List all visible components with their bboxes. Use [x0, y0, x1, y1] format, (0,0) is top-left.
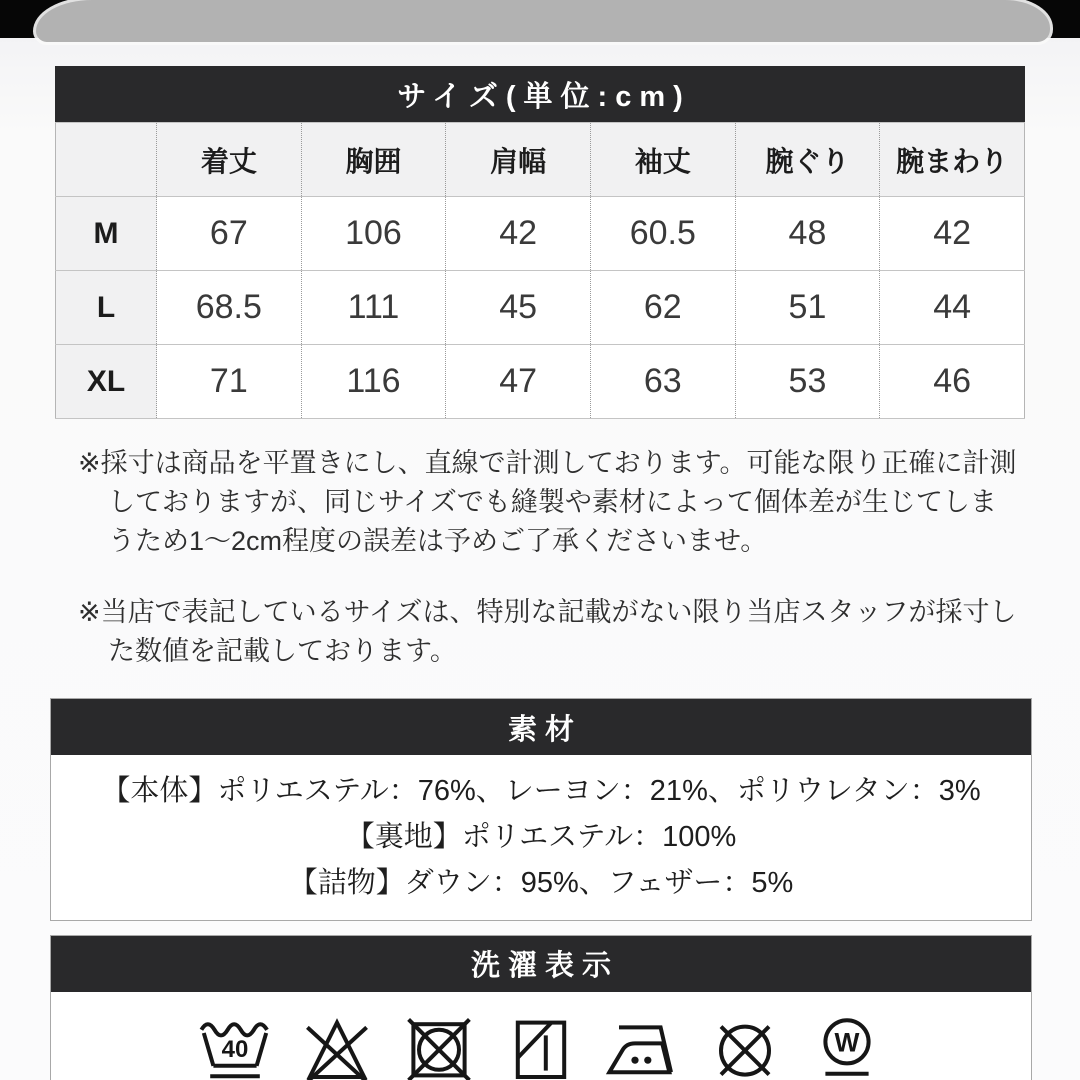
- size-value: 71: [157, 345, 302, 419]
- column-header: 着丈: [157, 123, 302, 197]
- material-title-bar: [51, 699, 1031, 755]
- line-dry-in-shade-icon: [501, 1008, 581, 1080]
- svg-text:W: W: [834, 1026, 860, 1057]
- size-row-l: [56, 271, 1025, 345]
- measurement-method-note: ※採寸は商品を平置きにし、直線で計測しております。可能な限り正確に計測しておりますが、同じサイズでも縫製や素材によって個体差が生じてしまうため1〜2cm程度の誤差は予めご了承くださいませ。: [78, 448, 1017, 556]
- size-table: [55, 122, 1025, 419]
- size-value: 46: [880, 345, 1025, 419]
- size-value: 111: [301, 271, 446, 345]
- care-title-bar: [51, 936, 1031, 992]
- column-header: 胸囲: [301, 123, 446, 197]
- no-tumble-dry-icon: [399, 1008, 479, 1080]
- size-value: 60.5: [590, 197, 735, 271]
- wet-clean-very-gentle-icon: [807, 1008, 887, 1080]
- wash-40-very-gentle-icon: [195, 1008, 275, 1080]
- care-title: 洗濯表示: [470, 950, 619, 983]
- size-value: 63: [590, 345, 735, 419]
- size-section-title: サイズ(単位:cm): [397, 80, 691, 113]
- size-label: L: [56, 271, 157, 345]
- care-icons-row: [51, 992, 1031, 1080]
- care-section: [50, 935, 1032, 1080]
- material-line: 【裏地】ポリエステル：100%: [345, 821, 737, 854]
- previous-section-edge: [0, 0, 1080, 46]
- size-value: 44: [880, 271, 1025, 345]
- material-body: [51, 755, 1031, 919]
- size-value: 51: [735, 271, 880, 345]
- size-table-body: [56, 197, 1025, 419]
- material-line: 【詰物】ダウン：95%、フェザー：5%: [288, 867, 794, 900]
- size-value: 48: [735, 197, 880, 271]
- no-bleach-icon: [297, 1008, 377, 1080]
- size-section-title-bar: [55, 66, 1025, 122]
- material-line: 【本体】ポリエステル：76%、レーヨン：21%、ポリウレタン：3%: [101, 775, 981, 808]
- size-value: 53: [735, 345, 880, 419]
- no-dry-clean-icon: [705, 1008, 785, 1080]
- size-row-m: [56, 197, 1025, 271]
- staff-measured-note: ※当店で表記しているサイズは、特別な記載がない限り当店スタッフが採寸した数値を記載しております。: [78, 596, 1017, 666]
- column-header: 袖丈: [590, 123, 735, 197]
- size-label: XL: [56, 345, 157, 419]
- size-value: 42: [880, 197, 1025, 271]
- size-value: 106: [301, 197, 446, 271]
- material-title: 素材: [507, 713, 582, 746]
- iron-medium-icon: [603, 1008, 683, 1080]
- material-section: [50, 698, 1032, 920]
- size-table-corner-cell: [56, 123, 157, 197]
- size-row-xl: [56, 345, 1025, 419]
- size-label: M: [56, 197, 157, 271]
- size-value: 45: [446, 271, 591, 345]
- top-gray-card-bottom: [36, 0, 1050, 42]
- size-value: 62: [590, 271, 735, 345]
- spec-page: [0, 46, 1080, 1080]
- column-header: 腕ぐり: [735, 123, 880, 197]
- size-value: 47: [446, 345, 591, 419]
- column-header: 腕まわり: [880, 123, 1025, 197]
- svg-text:40: 40: [221, 1035, 249, 1063]
- size-table-header-row: [56, 123, 1025, 197]
- size-value: 42: [446, 197, 591, 271]
- size-value: 68.5: [157, 271, 302, 345]
- column-header: 肩幅: [446, 123, 591, 197]
- size-value: 116: [301, 345, 446, 419]
- size-value: 67: [157, 197, 302, 271]
